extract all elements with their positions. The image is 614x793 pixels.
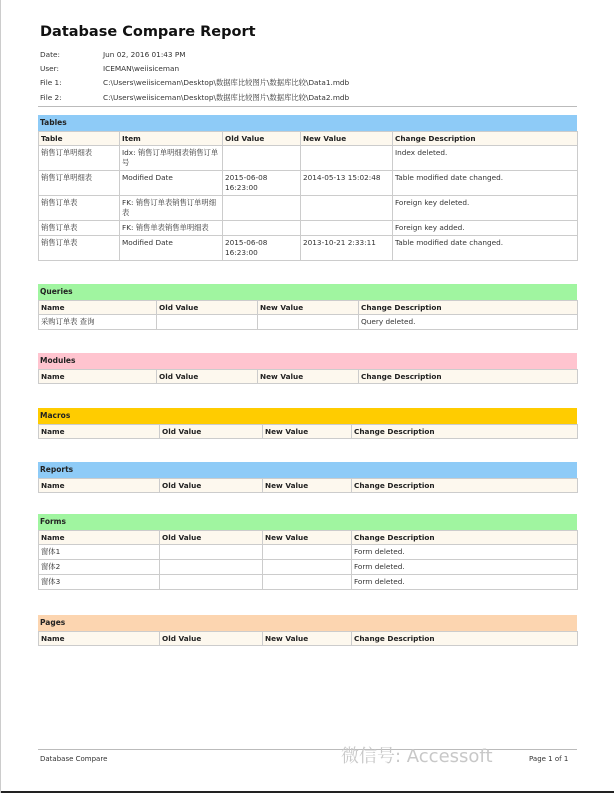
table-cell: Query deleted. bbox=[359, 315, 578, 330]
section-title: Reports bbox=[38, 462, 577, 478]
header-row bbox=[39, 632, 578, 646]
watermark: 微信号: Accessoft bbox=[341, 746, 493, 767]
section-table bbox=[38, 478, 578, 493]
table-cell bbox=[160, 545, 263, 560]
column-header: New Value bbox=[263, 479, 352, 493]
column-header: Old Value bbox=[160, 632, 263, 646]
section-forms bbox=[38, 514, 577, 590]
table-cell bbox=[301, 221, 393, 236]
report-title: Database Compare Report bbox=[40, 24, 256, 40]
footer-divider bbox=[38, 749, 577, 750]
column-header: Change Description bbox=[352, 632, 578, 646]
meta-label: Date: bbox=[40, 50, 60, 59]
column-header: Item bbox=[120, 132, 223, 146]
table-row bbox=[39, 171, 578, 196]
table-row bbox=[39, 196, 578, 221]
table-cell: Modified Date bbox=[120, 171, 223, 196]
meta-user bbox=[40, 64, 179, 73]
table-cell bbox=[301, 146, 393, 171]
column-header: New Value bbox=[301, 132, 393, 146]
section-title: Tables bbox=[38, 115, 577, 131]
table-cell: Foreign key added. bbox=[393, 221, 578, 236]
column-header: Name bbox=[39, 479, 160, 493]
table-cell: 窗体2 bbox=[39, 560, 160, 575]
table-cell: 2015-06-08 16:23:00 bbox=[223, 236, 301, 261]
section-macros bbox=[38, 408, 577, 439]
table-row bbox=[39, 236, 578, 261]
table-cell bbox=[157, 315, 258, 330]
meta-label: File 2: bbox=[40, 93, 62, 102]
section-modules bbox=[38, 353, 577, 384]
header-row bbox=[39, 370, 578, 384]
table-cell: Form deleted. bbox=[352, 560, 578, 575]
column-header: Old Value bbox=[160, 531, 263, 545]
section-tables bbox=[38, 115, 577, 261]
section-table bbox=[38, 369, 578, 384]
table-cell bbox=[223, 146, 301, 171]
table-cell: 窗体3 bbox=[39, 575, 160, 590]
table-cell bbox=[160, 560, 263, 575]
header-row bbox=[39, 301, 578, 315]
meta-value: ICEMAN\weiisiceman bbox=[103, 64, 180, 73]
column-header: Change Description bbox=[359, 301, 578, 315]
section-table bbox=[38, 631, 578, 646]
table-cell bbox=[160, 575, 263, 590]
section-title: Modules bbox=[38, 353, 577, 369]
meta-file2 bbox=[40, 93, 349, 103]
meta-label: File 1: bbox=[40, 78, 62, 87]
section-title: Queries bbox=[38, 284, 577, 300]
column-header: Change Description bbox=[352, 531, 578, 545]
column-header: Old Value bbox=[223, 132, 301, 146]
column-header: Old Value bbox=[157, 370, 258, 384]
section-title: Forms bbox=[38, 514, 577, 530]
column-header: Change Description bbox=[352, 479, 578, 493]
header-row bbox=[39, 479, 578, 493]
table-row bbox=[39, 560, 578, 575]
table-cell: 销售订单明细表 bbox=[39, 171, 120, 196]
table-cell bbox=[263, 560, 352, 575]
table-row bbox=[39, 221, 578, 236]
section-table bbox=[38, 530, 578, 590]
table-cell: FK: 销售单表销售单明细表 bbox=[120, 221, 223, 236]
table-row bbox=[39, 545, 578, 560]
column-header: New Value bbox=[263, 425, 352, 439]
meta-date bbox=[40, 50, 186, 59]
header-divider bbox=[38, 106, 577, 107]
column-header: Name bbox=[39, 301, 157, 315]
section-title: Pages bbox=[38, 615, 577, 631]
table-cell: Modified Date bbox=[120, 236, 223, 261]
table-cell bbox=[263, 575, 352, 590]
meta-value: C:\Users\weiisiceman\Desktop\数据库比较图片\数据库比较\Data1.mdb bbox=[103, 78, 350, 87]
header-row bbox=[39, 132, 578, 146]
column-header: Old Value bbox=[157, 301, 258, 315]
column-header: New Value bbox=[258, 370, 359, 384]
column-header: Name bbox=[39, 425, 160, 439]
section-table bbox=[38, 424, 578, 439]
footer-left: Database Compare bbox=[40, 755, 108, 763]
table-cell: Foreign key deleted. bbox=[393, 196, 578, 221]
column-header: Change Description bbox=[393, 132, 578, 146]
table-cell: 2013-10-21 2:33:11 bbox=[301, 236, 393, 261]
table-cell: Form deleted. bbox=[352, 575, 578, 590]
table-cell: 2014-05-13 15:02:48 bbox=[301, 171, 393, 196]
meta-value: Jun 02, 2016 01:43 PM bbox=[103, 50, 186, 59]
column-header: New Value bbox=[263, 531, 352, 545]
table-cell: 窗体1 bbox=[39, 545, 160, 560]
meta-file1 bbox=[40, 78, 349, 88]
table-cell: Idx: 销售订单明细表销售订单号 bbox=[120, 146, 223, 171]
table-row bbox=[39, 146, 578, 171]
column-header: Name bbox=[39, 632, 160, 646]
table-cell: 2015-06-08 16:23:00 bbox=[223, 171, 301, 196]
table-cell: 销售订单表 bbox=[39, 196, 120, 221]
section-queries bbox=[38, 284, 577, 330]
table-cell: 采购订单表 查询 bbox=[39, 315, 157, 330]
table-cell: Index deleted. bbox=[393, 146, 578, 171]
header-row bbox=[39, 425, 578, 439]
column-header: New Value bbox=[258, 301, 359, 315]
table-cell: Form deleted. bbox=[352, 545, 578, 560]
table-cell: 销售订单明细表 bbox=[39, 146, 120, 171]
header-row bbox=[39, 531, 578, 545]
section-pages bbox=[38, 615, 577, 646]
section-table bbox=[38, 131, 578, 261]
meta-value: C:\Users\weiisiceman\Desktop\数据库比较图片\数据库比较\Data2.mdb bbox=[103, 93, 350, 102]
table-cell: 销售订单表 bbox=[39, 236, 120, 261]
column-header: New Value bbox=[263, 632, 352, 646]
table-cell bbox=[258, 315, 359, 330]
section-reports bbox=[38, 462, 577, 493]
table-cell bbox=[263, 545, 352, 560]
table-row bbox=[39, 575, 578, 590]
table-cell: Table modified date changed. bbox=[393, 171, 578, 196]
section-title: Macros bbox=[38, 408, 577, 424]
table-cell bbox=[301, 196, 393, 221]
table-cell bbox=[223, 196, 301, 221]
table-cell: FK: 销售订单表销售订单明细表 bbox=[120, 196, 223, 221]
column-header: Old Value bbox=[160, 479, 263, 493]
table-cell bbox=[223, 221, 301, 236]
page-number: Page 1 of 1 bbox=[529, 755, 569, 763]
table-cell: 销售订单表 bbox=[39, 221, 120, 236]
column-header: Table bbox=[39, 132, 120, 146]
column-header: Change Description bbox=[352, 425, 578, 439]
column-header: Change Description bbox=[359, 370, 578, 384]
column-header: Name bbox=[39, 531, 160, 545]
column-header: Old Value bbox=[160, 425, 263, 439]
table-row bbox=[39, 315, 578, 330]
section-table bbox=[38, 300, 578, 330]
column-header: Name bbox=[39, 370, 157, 384]
meta-label: User: bbox=[40, 64, 59, 73]
table-cell: Table modified date changed. bbox=[393, 236, 578, 261]
